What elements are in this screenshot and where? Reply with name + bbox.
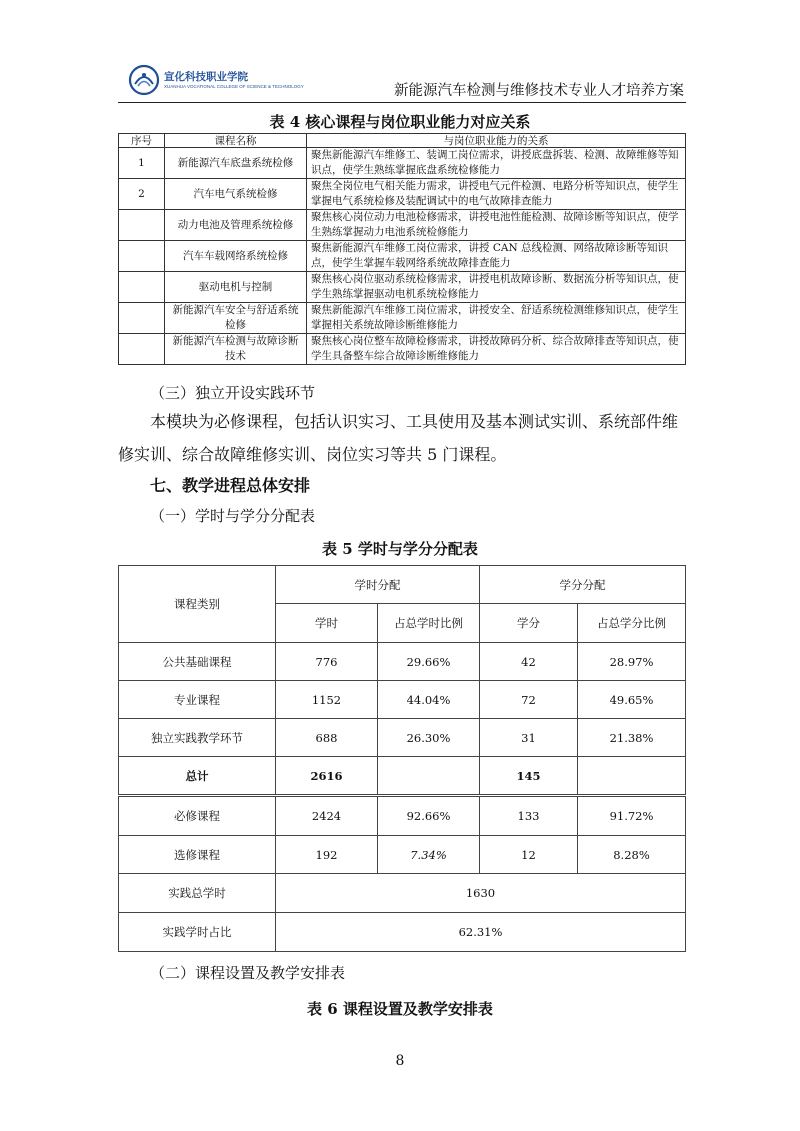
table4-cell-no — [119, 303, 165, 334]
table-row — [119, 874, 686, 913]
table5-cell-credits: 12 — [480, 836, 578, 874]
table-row — [119, 303, 686, 334]
table6-caption: 表 6 课程设置及教学安排表 — [307, 1000, 493, 1018]
table4-cell-no: 2 — [119, 179, 165, 210]
table5-practice-ratio-value: 62.31% — [276, 913, 686, 952]
table5-cell-credits-pct: 28.97% — [578, 643, 686, 681]
table5-cell-hours-pct: 44.04% — [378, 681, 480, 719]
table5-group-header-row — [119, 566, 686, 604]
table4-cell-no — [119, 272, 165, 303]
table4-cell-course: 驱动电机与控制 — [165, 272, 307, 303]
document-title: 新能源汽车检测与维修技术专业人才培养方案 — [394, 83, 684, 99]
table5-cell-category: 公共基础课程 — [119, 643, 276, 681]
table4-header-no: 序号 — [119, 134, 165, 148]
table5-cell-hours-pct: 26.30% — [378, 719, 480, 757]
table4-cell-relation: 聚焦新能源汽车维修工、装调工岗位需求，讲授底盘拆装、检测、故障维修等知识点，使学生熟练掌握底盘系统检修能力 — [307, 148, 686, 179]
table4-header-course: 课程名称 — [165, 134, 307, 148]
table-row — [119, 757, 686, 796]
table-row — [119, 836, 686, 874]
table5-cell-credits-pct: 8.28% — [578, 836, 686, 874]
table4-cell-no: 1 — [119, 148, 165, 179]
table-row — [119, 148, 686, 179]
table4-cell-course: 汽车车载网络系统检修 — [165, 241, 307, 272]
table5-cell-hours-pct — [378, 757, 480, 796]
section3-heading: （三）独立开设实践环节 — [150, 384, 316, 402]
table5-practice-ratio-label: 实践学时占比 — [119, 913, 276, 952]
table5-caption: 表 5 学时与学分分配表 — [322, 540, 478, 558]
table-row — [119, 681, 686, 719]
table5-cell-category: 专业课程 — [119, 681, 276, 719]
table5-cell-category: 总计 — [119, 757, 276, 796]
table4-cell-course: 新能源汽车检测与故障诊断技术 — [165, 334, 307, 365]
table4-caption: 表 4 核心课程与岗位职业能力对应关系 — [269, 113, 531, 131]
table5-subheader: 学时 — [276, 604, 378, 643]
table-row — [119, 643, 686, 681]
table4-header-row — [119, 134, 686, 148]
table4-cell-no — [119, 241, 165, 272]
table4 — [118, 133, 686, 365]
table4-cell-relation: 聚焦新能源汽车维修工岗位需求，讲授安全、舒适系统检测维修知识点，使学生掌握相关系统故障诊断维修能力 — [307, 303, 686, 334]
table5-cell-category: 选修课程 — [119, 836, 276, 874]
table5-cell-hours-pct: 92.66% — [378, 796, 480, 836]
table5-cell-category: 必修课程 — [119, 796, 276, 836]
table-row — [119, 719, 686, 757]
table5-cell-hours: 2424 — [276, 796, 378, 836]
section7-sub1: （一）学时与学分分配表 — [150, 507, 316, 525]
table5-cell-credits: 42 — [480, 643, 578, 681]
section7-heading: 七、教学进程总体安排 — [150, 476, 311, 495]
table4-cell-relation: 聚焦新能源汽车维修工岗位需求，讲授 CAN 总线检测、网络故障诊断等知识点，使学生掌握车载网络系统故障排查能力 — [307, 241, 686, 272]
table4-cell-course: 汽车电气系统检修 — [165, 179, 307, 210]
section3-paragraph: 本模块为必修课程，包括认识实习、工具使用及基本测试实训、系统部件维修实训、综合故障维修实训、岗位实习等共 5 门课程。 — [118, 412, 679, 464]
table-row — [119, 272, 686, 303]
college-name: 宣化科技职业学院 — [164, 71, 248, 83]
table5-cell-hours: 2616 — [276, 757, 378, 796]
college-logo — [128, 64, 304, 98]
table5-cell-credits-pct — [578, 757, 686, 796]
table5-cell-category: 独立实践教学环节 — [119, 719, 276, 757]
table5-header-hours: 学时分配 — [276, 566, 480, 604]
table4-cell-relation: 聚焦核心岗位驱动系统检修需求，讲授电机故障诊断、数据流分析等知识点，使学生熟练掌握驱动电机系统检修能力 — [307, 272, 686, 303]
table5-subheader: 学分 — [480, 604, 578, 643]
table5-cell-credits: 72 — [480, 681, 578, 719]
table-row — [119, 241, 686, 272]
table5 — [118, 565, 686, 952]
table5-cell-credits-pct: 21.38% — [578, 719, 686, 757]
table5-subheader: 占总学时比例 — [378, 604, 480, 643]
table5-cell-hours: 776 — [276, 643, 378, 681]
table5-cell-hours-pct: 29.66% — [378, 643, 480, 681]
table5-cell-hours-pct: 7.34% — [378, 836, 480, 874]
table-row — [119, 210, 686, 241]
section7-sub2: （二）课程设置及教学安排表 — [150, 964, 346, 982]
table4-header-relation: 与岗位职业能力的关系 — [307, 134, 686, 148]
table5-header-category: 课程类别 — [119, 566, 276, 643]
table4-cell-course: 动力电池及管理系统检修 — [165, 210, 307, 241]
table5-cell-credits: 145 — [480, 757, 578, 796]
table-row — [119, 334, 686, 365]
table4-cell-relation: 聚焦核心岗位整车故障检修需求，讲授故障码分析、综合故障排查等知识点，使学生具备整车综合故障诊断维修能力 — [307, 334, 686, 365]
table5-cell-hours: 1152 — [276, 681, 378, 719]
table5-cell-hours: 688 — [276, 719, 378, 757]
table5-practice-total-value: 1630 — [276, 874, 686, 913]
page-number: 8 — [395, 1053, 405, 1069]
table4-cell-course: 新能源汽车安全与舒适系统检修 — [165, 303, 307, 334]
table4-cell-no — [119, 334, 165, 365]
table5-practice-total-label: 实践总学时 — [119, 874, 276, 913]
table5-header-credits: 学分分配 — [480, 566, 686, 604]
table5-cell-credits: 31 — [480, 719, 578, 757]
table4-cell-no — [119, 210, 165, 241]
table5-cell-credits: 133 — [480, 796, 578, 836]
table4-cell-relation: 聚焦全岗位电气相关能力需求，讲授电气元件检测、电路分析等知识点，使学生掌握电气系统检修及装配调试中的电气故障排查能力 — [307, 179, 686, 210]
table-row — [119, 796, 686, 836]
table4-cell-course: 新能源汽车底盘系统检修 — [165, 148, 307, 179]
table4-cell-relation: 聚焦核心岗位动力电池检修需求，讲授电池性能检测、故障诊断等知识点，使学生熟练掌握动力电池系统检修能力 — [307, 210, 686, 241]
table-row — [119, 913, 686, 952]
table5-cell-credits-pct: 91.72% — [578, 796, 686, 836]
table5-cell-hours: 192 — [276, 836, 378, 874]
college-name-en: XUANHUA VOCATIONAL COLLEGE OF SCIENCE & TECHNOLOGY — [164, 84, 304, 89]
table-row — [119, 179, 686, 210]
table5-cell-credits-pct: 49.65% — [578, 681, 686, 719]
table5-subheader: 占总学分比例 — [578, 604, 686, 643]
page-header — [118, 60, 686, 103]
college-logo-icon — [128, 64, 160, 96]
